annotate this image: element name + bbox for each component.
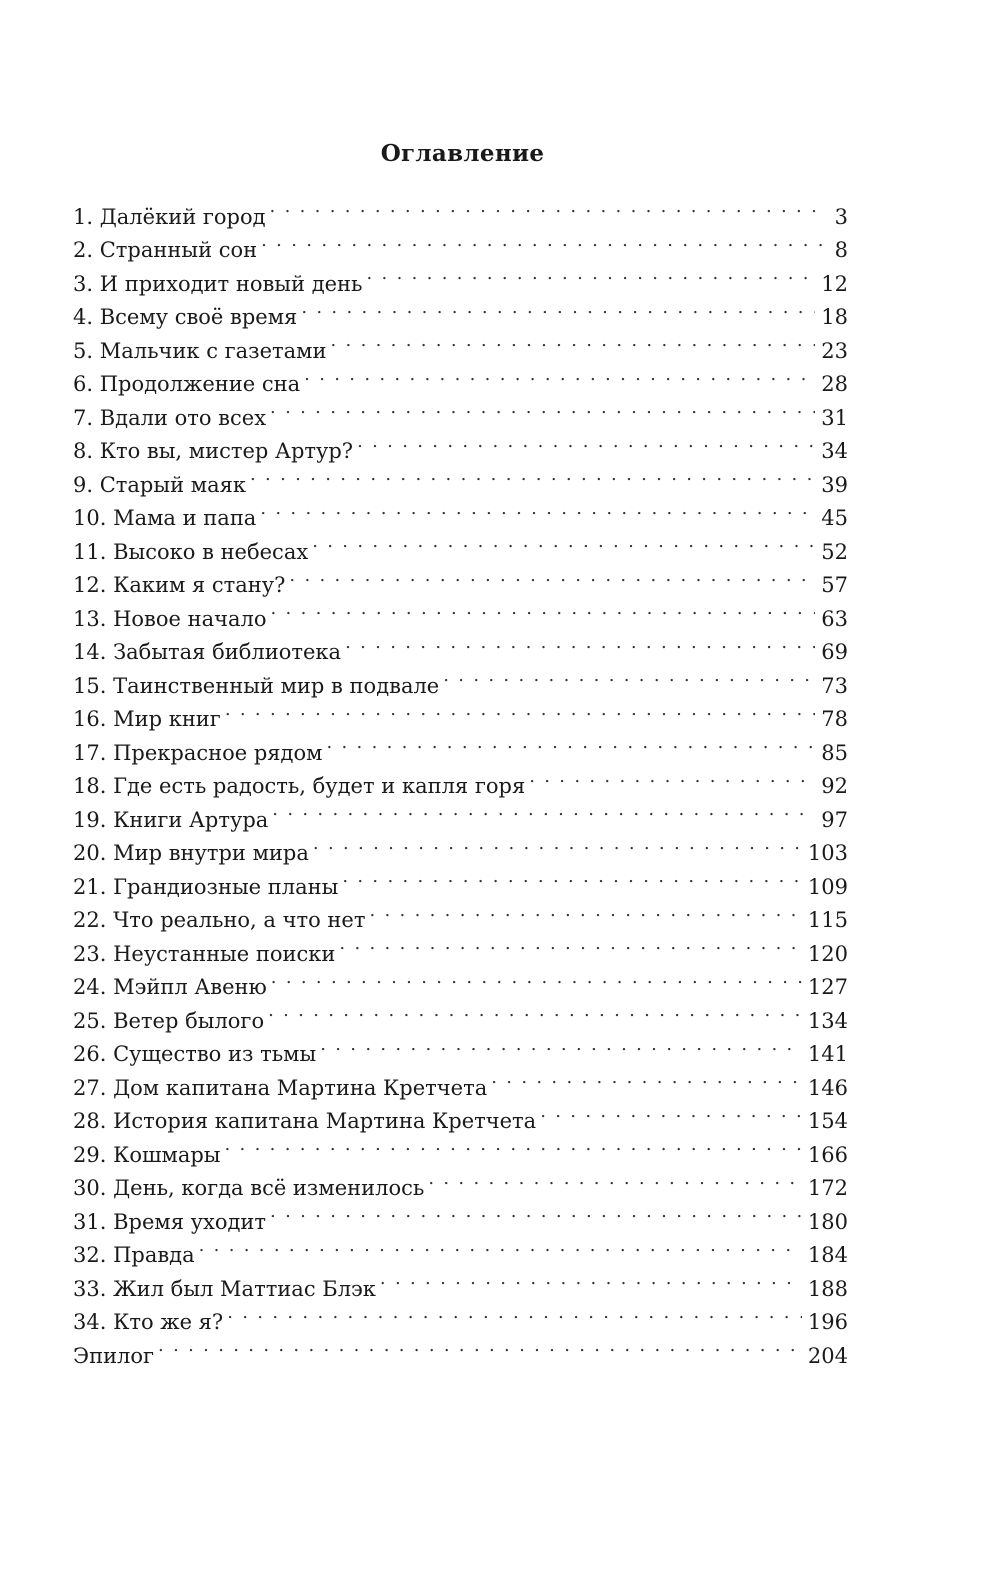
toc-entry-page-number: 52	[821, 539, 848, 564]
toc-entry-page-number: 3	[834, 204, 848, 229]
toc-entry-title: 12. Каким я стану?	[73, 573, 286, 597]
dot-leader	[366, 257, 815, 291]
toc-entry-page-number: 28	[821, 372, 848, 396]
toc-entry-page-number: 31	[821, 405, 848, 430]
dot-leader	[301, 291, 815, 325]
dot-leader	[158, 1329, 802, 1363]
dot-leader	[272, 793, 815, 827]
dot-leader	[443, 659, 815, 693]
toc-entry-title: 13. Новое начало	[73, 606, 267, 631]
toc-entry-page-number: 154	[807, 1109, 848, 1133]
dot-leader	[331, 324, 816, 358]
toc-entry-title: 25. Ветер былого	[73, 1008, 265, 1033]
toc-entry-page-number: 109	[807, 874, 848, 899]
toc-entry-page-number: 18	[821, 305, 848, 329]
dot-leader	[380, 1262, 802, 1296]
toc-entry-title: 34. Кто же я?	[73, 1310, 224, 1334]
toc-entry-title: 7. Вдали ото всех	[73, 405, 267, 430]
toc-entry-page-number: 146	[807, 1075, 848, 1100]
toc-entry-page-number: 115	[807, 908, 848, 932]
dot-leader	[529, 760, 815, 794]
toc-entry-page-number: 69	[821, 640, 848, 664]
toc-entry-page-number: 141	[807, 1042, 848, 1066]
toc-entry-title: 2. Странный сон	[73, 238, 258, 262]
toc-entry	[73, 1329, 848, 1368]
toc-entry-title: 14. Забытая библиотека	[73, 640, 342, 664]
dot-leader	[225, 693, 815, 727]
toc-entry-title: 29. Кошмары	[73, 1142, 221, 1167]
toc-entry-page-number: 23	[821, 338, 848, 363]
dot-leader	[369, 894, 801, 928]
toc-entry-page-number: 78	[821, 707, 848, 731]
toc-entry-title: 8. Кто вы, мистер Артур?	[73, 439, 354, 463]
toc-entry-page-number: 39	[821, 472, 848, 497]
dot-leader	[342, 860, 802, 894]
dot-leader	[225, 1128, 802, 1162]
toc-entry-page-number: 57	[821, 573, 848, 597]
toc-entry-title: Эпилог	[73, 1343, 155, 1368]
dot-leader	[428, 1162, 802, 1196]
toc-entry-page-number: 120	[807, 941, 848, 966]
toc-entry-page-number: 134	[807, 1008, 848, 1033]
dot-leader	[339, 927, 802, 961]
toc-entry-title: 11. Высоко в небесах	[73, 539, 309, 564]
toc-entry-page-number: 184	[807, 1243, 848, 1267]
toc-entry-page-number: 34	[821, 439, 848, 463]
dot-leader	[320, 1028, 802, 1062]
toc-entry-title: 22. Что реально, а что нет	[73, 908, 366, 932]
toc-entry-page-number: 92	[821, 774, 848, 798]
toc-entry-page-number: 196	[807, 1310, 848, 1334]
dot-leader	[304, 358, 815, 392]
toc-heading: Оглавление	[380, 140, 545, 167]
dot-leader	[268, 994, 802, 1028]
toc-entry-title: 21. Грандиозные планы	[73, 874, 339, 899]
toc-entry-page-number: 12	[821, 271, 848, 296]
toc-entry-page-number: 127	[807, 975, 848, 999]
toc-entry-page-number: 188	[807, 1276, 848, 1301]
toc-entry-title: 33. Жил был Маттиас Блэк	[73, 1276, 376, 1301]
toc-entry-title: 4. Всему своё время	[73, 305, 298, 329]
dot-leader	[199, 1229, 802, 1263]
toc-entry-title: 10. Мама и папа	[73, 506, 257, 530]
toc-entry-title: 26. Существо из тьмы	[73, 1042, 317, 1066]
toc-entry-title: 6. Продолжение сна	[73, 372, 301, 396]
toc-entry-title: 24. Мэйпл Авеню	[73, 975, 267, 999]
toc-entry-title: 27. Дом капитана Мартина Кретчета	[73, 1075, 488, 1100]
toc-entry-title: 5. Мальчик с газетами	[73, 338, 327, 363]
toc-entry-title: 9. Старый маяк	[73, 472, 246, 497]
dot-leader	[345, 626, 815, 660]
dot-leader	[326, 726, 815, 760]
toc-entry-title: 30. День, когда всё изменилось	[73, 1176, 425, 1200]
dot-leader	[260, 492, 815, 526]
toc-entry-title: 31. Время уходит	[73, 1209, 267, 1234]
toc-entry-page-number: 180	[807, 1209, 848, 1234]
dot-leader	[270, 1195, 802, 1229]
toc-entry-title: 3. И приходит новый день	[73, 271, 363, 296]
toc-entry-page-number: 204	[807, 1343, 848, 1368]
dot-leader	[227, 1296, 802, 1330]
dot-leader	[271, 961, 802, 995]
dot-leader	[261, 224, 822, 258]
toc-entry-title: 32. Правда	[73, 1243, 195, 1267]
toc-entry-title: 16. Мир книг	[73, 707, 221, 731]
toc-entry-page-number: 97	[821, 807, 848, 832]
toc-entry-page-number: 73	[821, 673, 848, 698]
toc-entry-page-number: 63	[821, 606, 848, 631]
toc-entry-title: 15. Таинственный мир в подвале	[73, 673, 440, 698]
toc-entry-page-number: 166	[807, 1142, 848, 1167]
toc-entry-title: 18. Где есть радость, будет и капля горя	[73, 774, 526, 798]
dot-leader	[271, 592, 816, 626]
toc-entry-title: 28. История капитана Мартина Кретчета	[73, 1109, 537, 1133]
dot-leader	[312, 525, 815, 559]
toc-entry-title: 17. Прекрасное рядом	[73, 740, 323, 765]
dot-leader	[270, 190, 822, 224]
toc-entry-page-number: 172	[807, 1176, 848, 1200]
toc-entry	[73, 190, 848, 229]
dot-leader	[289, 559, 815, 593]
dot-leader	[491, 1061, 802, 1095]
toc-list	[73, 190, 848, 1368]
toc-entry-page-number: 103	[807, 841, 848, 865]
dot-leader	[313, 827, 802, 861]
toc-entry-page-number: 45	[821, 506, 848, 530]
toc-entry-title: 23. Неустанные поиски	[73, 941, 336, 966]
dot-leader	[540, 1095, 802, 1129]
toc-entry-page-number: 85	[821, 740, 848, 765]
toc-entry-page-number: 8	[834, 238, 848, 262]
dot-leader	[270, 391, 815, 425]
toc-entry-title: 20. Мир внутри мира	[73, 841, 309, 865]
toc-entry-title: 19. Книги Артура	[73, 807, 269, 832]
toc-entry-title: 1. Далёкий город	[73, 204, 266, 229]
dot-leader	[250, 458, 815, 492]
dot-leader	[357, 425, 815, 459]
